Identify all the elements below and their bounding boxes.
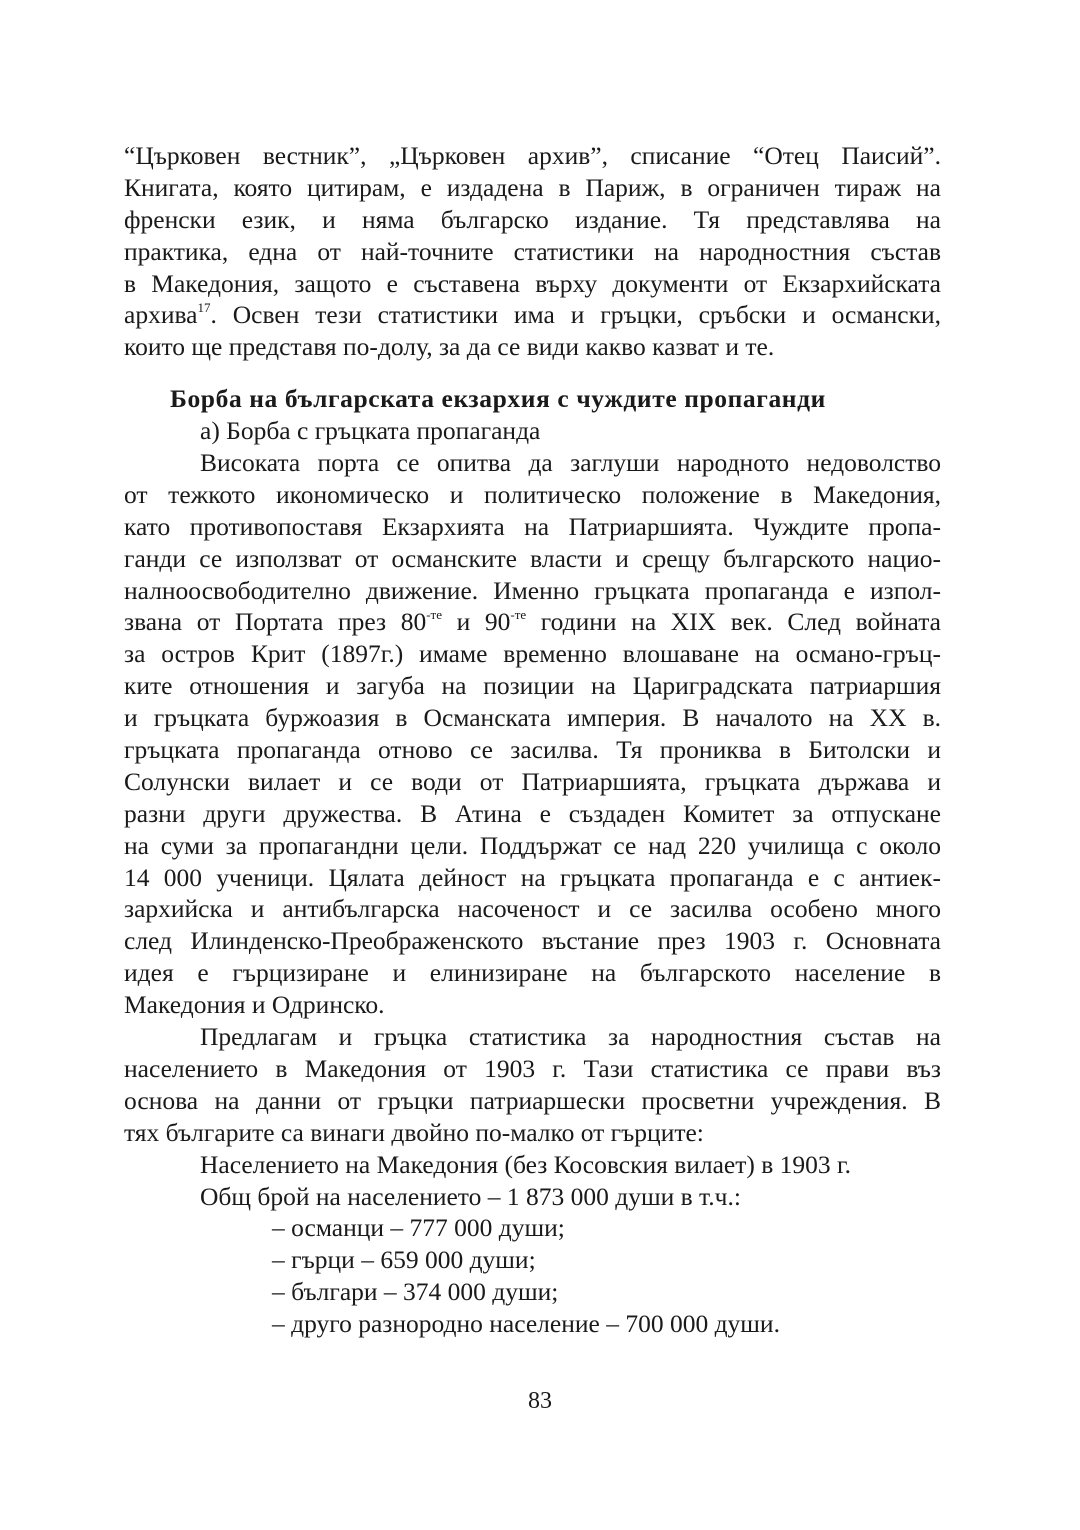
text-line: практика, една от най-точните статистики на народностния състав xyxy=(124,236,941,266)
text-line: в Македония, защото е съставена върху документи от Екзархийската xyxy=(124,268,941,298)
text-fragment: . Освен тези статистики има и гръцки, сръбски и османски, xyxy=(210,300,941,330)
text-line xyxy=(124,606,941,638)
paragraph-greek-statistics xyxy=(124,1021,941,1149)
stats-title: Населението на Македония (без Косовския вилает) в 1903 г. xyxy=(200,1149,852,1179)
paragraph-greek-propaganda xyxy=(124,447,941,1021)
page-body xyxy=(124,140,941,1340)
text-line: и гръцката буржоазия в Османската империя. В началото на XX в. xyxy=(124,703,941,733)
text-line: Предлагам и гръцка статистика за народностния състав на xyxy=(200,1022,941,1052)
population-statistics xyxy=(124,1149,941,1340)
text-line: които ще представя по-долу, за да се види какво казват и те. xyxy=(124,332,775,362)
text-line: ките отношения и загуба на позиции на Цариградската патриаршия xyxy=(124,671,941,701)
text-fragment: и 90 xyxy=(441,607,511,637)
text-line: идея е гърцизиране и елинизиране на българското население в xyxy=(124,958,941,988)
text-line: населението в Македония от 1903 г. Тази статистика се прави въз xyxy=(124,1053,941,1083)
text-line: Високата порта се опитва да заглуши народното недоволство xyxy=(200,448,941,478)
text-line: ганди се използват от османските власти и срещу българското нацио- xyxy=(124,543,941,573)
text-line: на суми за пропагандни цели. Поддържат се над 220 училища с около xyxy=(124,830,941,860)
text-line: зархийска и антибългарска насоченост и се засилва особено много xyxy=(124,894,941,924)
superscript: -те xyxy=(426,606,442,622)
text-line: след Илинденско-Преображенското въстание през 1903 г. Основната xyxy=(124,926,941,956)
stats-item: – друго разнородно население – 700 000 души. xyxy=(272,1309,780,1339)
text-line: гръцката пропаганда отново се засилва. Тя прониква в Битолски и xyxy=(124,735,941,765)
text-line xyxy=(124,299,941,331)
text-line: налноосвободително движение. Именно гръцката пропаганда е изпол- xyxy=(124,575,941,605)
text-fragment: архива xyxy=(124,300,198,330)
text-line: като противопоставя Екзархията на Патриаршията. Чуждите пропа- xyxy=(124,511,941,541)
spacer xyxy=(124,363,941,383)
stats-item: – османци – 777 000 души; xyxy=(272,1213,565,1243)
page-number: 83 xyxy=(528,1388,552,1414)
intro-paragraph xyxy=(124,140,941,363)
text-line: Македония и Одринско. xyxy=(124,990,385,1020)
text-line: Солунски вилает и се води от Патриаршията, гръцката държава и xyxy=(124,766,941,796)
text-line: от тежкото икономическо и политическо положение в Македония, xyxy=(124,479,941,509)
stats-item: – българи – 374 000 души; xyxy=(272,1277,559,1307)
text-line: основа на данни от гръцки патриаршески просветни учреждения. В xyxy=(124,1085,941,1115)
text-line: “Църковен вестник”, „Църковен архив”, списание “Отец Паисий”. xyxy=(124,141,941,170)
text-fragment: звана от Портата през 80 xyxy=(124,607,427,637)
text-line: Книгата, която цитирам, е издадена в Париж, в ограничен тираж на xyxy=(124,172,941,202)
section-heading: Борба на българската екзархия с чуждите пропаганди xyxy=(170,384,826,414)
text-line: 14 000 ученици. Цялата дейност на гръцката пропаганда е с антиек- xyxy=(124,862,941,892)
footnote-ref: 17 xyxy=(197,299,211,315)
stats-total: Общ брой на населението – 1 873 000 души в т.ч.: xyxy=(200,1181,741,1211)
text-line: тях българите са винаги двойно по-малко от гърците: xyxy=(124,1117,704,1147)
stats-item: – гърци – 659 000 души; xyxy=(272,1245,536,1275)
superscript: -те xyxy=(510,606,527,622)
text-line: разни други дружества. В Атина е създаден Комитет за отпускане xyxy=(124,798,941,828)
section-subheading: а) Борба с гръцката пропаганда xyxy=(200,416,541,446)
text-line: френски език, и няма българско издание. Тя представлява на xyxy=(124,204,941,234)
text-fragment: години на XIX век. След войната xyxy=(526,607,941,637)
text-line: за остров Крит (1897г.) имаме временно влошаване на османо-гръц- xyxy=(124,639,941,669)
